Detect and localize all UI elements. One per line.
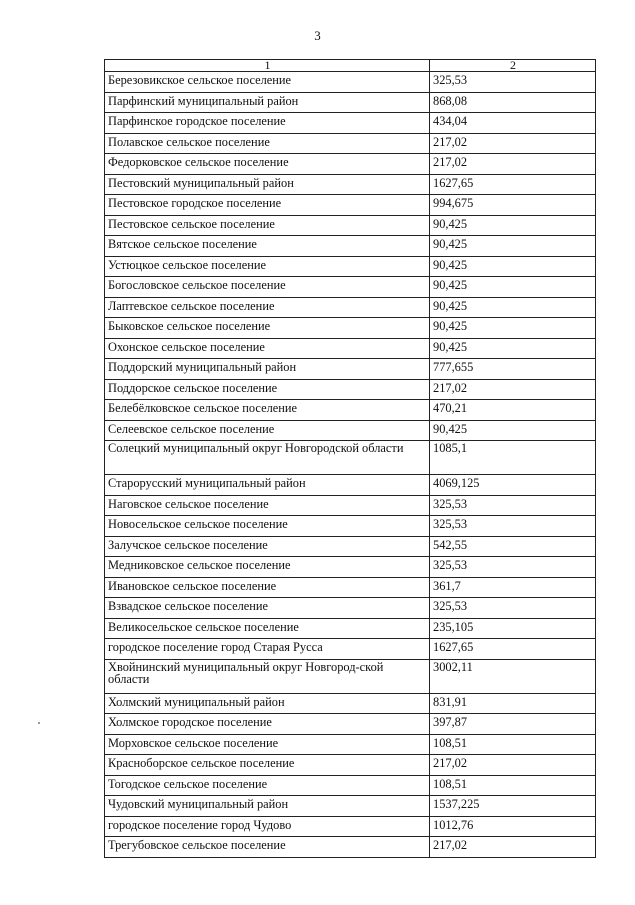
value-cell: 777,655 [430, 359, 596, 380]
table-row [105, 400, 596, 421]
table-row [105, 318, 596, 339]
value-cell: 1085,1 [430, 441, 596, 475]
value-cell: 217,02 [430, 133, 596, 154]
table-row [105, 379, 596, 400]
municipality-name-cell: Тогодское сельское поселение [105, 775, 430, 796]
municipality-name-cell: Трегубовское сельское поселение [105, 837, 430, 858]
value-cell: 361,7 [430, 577, 596, 598]
table-row [105, 195, 596, 216]
table-row [105, 618, 596, 639]
value-cell: 217,02 [430, 379, 596, 400]
page-number: 3 [314, 28, 321, 43]
municipality-name-cell: Великосельское сельское поселение [105, 618, 430, 639]
value-cell: 235,105 [430, 618, 596, 639]
municipality-name-cell: Охонское сельское поселение [105, 338, 430, 359]
value-cell: 90,425 [430, 277, 596, 298]
municipality-name-cell: Новосельское сельское поселение [105, 516, 430, 537]
municipality-name-cell: Устюцкое сельское поселение [105, 256, 430, 277]
municipality-name-cell: Лаптевское сельское поселение [105, 297, 430, 318]
value-cell: 434,04 [430, 113, 596, 134]
table-row [105, 639, 596, 660]
municipality-name-cell: Морховское сельское поселение [105, 734, 430, 755]
municipality-name-cell: городское поселение город Старая Русса [105, 639, 430, 660]
value-cell: 325,53 [430, 557, 596, 578]
table-row [105, 659, 596, 693]
municipality-name-cell: Залучское сельское поселение [105, 536, 430, 557]
value-cell: 90,425 [430, 256, 596, 277]
table-row [105, 775, 596, 796]
table-body [105, 72, 596, 858]
table-row [105, 714, 596, 735]
value-cell: 3002,11 [430, 659, 596, 693]
table-row [105, 557, 596, 578]
value-cell: 90,425 [430, 297, 596, 318]
table-row [105, 734, 596, 755]
municipality-name-cell: Чудовский муниципальный район [105, 796, 430, 817]
municipality-name-cell: Вятское сельское поселение [105, 236, 430, 257]
value-cell: 831,91 [430, 693, 596, 714]
municipality-name-cell: Пестовское сельское поселение [105, 215, 430, 236]
municipality-name-cell: Красноборское сельское поселение [105, 755, 430, 776]
table-row [105, 359, 596, 380]
municipality-name-cell: Березовикское сельское поселение [105, 72, 430, 93]
value-cell: 90,425 [430, 215, 596, 236]
value-cell: 397,87 [430, 714, 596, 735]
value-cell: 90,425 [430, 420, 596, 441]
table-row [105, 837, 596, 858]
table-row [105, 72, 596, 93]
value-cell: 325,53 [430, 495, 596, 516]
municipality-name-cell: Холмское городское поселение [105, 714, 430, 735]
table-row [105, 133, 596, 154]
column-header-1: 1 [105, 60, 430, 72]
table-row [105, 256, 596, 277]
data-table [104, 59, 596, 858]
municipality-name-cell: Парфинский муниципальный район [105, 92, 430, 113]
value-cell: 108,51 [430, 734, 596, 755]
value-cell: 90,425 [430, 318, 596, 339]
table-row [105, 796, 596, 817]
municipality-name-cell: Пестовский муниципальный район [105, 174, 430, 195]
table-row [105, 475, 596, 496]
municipality-name-cell: Взвадское сельское поселение [105, 598, 430, 619]
value-cell: 868,08 [430, 92, 596, 113]
municipality-name-cell: Ивановское сельское поселение [105, 577, 430, 598]
municipality-name-cell: Федорковское сельское поселение [105, 154, 430, 175]
value-cell: 994,675 [430, 195, 596, 216]
value-cell: 217,02 [430, 154, 596, 175]
table-row [105, 215, 596, 236]
municipality-name-cell: Пестовское городское поселение [105, 195, 430, 216]
municipality-name-cell: Богословское сельское поселение [105, 277, 430, 298]
scan-artifact [38, 722, 40, 724]
table-row [105, 297, 596, 318]
municipality-name-cell: Поддорский муниципальный район [105, 359, 430, 380]
value-cell: 217,02 [430, 755, 596, 776]
municipality-name-cell: Хвойнинский муниципальный округ Новгород-ской области [105, 659, 430, 693]
municipality-name-cell: Быковское сельское поселение [105, 318, 430, 339]
value-cell: 1627,65 [430, 639, 596, 660]
table-row [105, 536, 596, 557]
table-row [105, 420, 596, 441]
municipality-name-cell: Белебёлковское сельское поселение [105, 400, 430, 421]
value-cell: 108,51 [430, 775, 596, 796]
table-header-row [105, 60, 596, 72]
table-row [105, 598, 596, 619]
table-row [105, 92, 596, 113]
column-header-2: 2 [430, 60, 596, 72]
value-cell: 325,53 [430, 598, 596, 619]
municipality-name-cell: городское поселение город Чудово [105, 816, 430, 837]
table-row [105, 693, 596, 714]
table-row [105, 755, 596, 776]
table-row [105, 113, 596, 134]
municipality-name-cell: Холмский муниципальный район [105, 693, 430, 714]
municipality-name-cell: Наговское сельское поселение [105, 495, 430, 516]
value-cell: 470,21 [430, 400, 596, 421]
table-row [105, 236, 596, 257]
table-row [105, 338, 596, 359]
municipality-name-cell: Селеевское сельское поселение [105, 420, 430, 441]
table-row [105, 174, 596, 195]
value-cell: 1537,225 [430, 796, 596, 817]
value-cell: 1012,76 [430, 816, 596, 837]
table-row [105, 277, 596, 298]
municipality-name-cell: Солецкий муниципальный округ Новгородской области [105, 441, 430, 475]
value-cell: 90,425 [430, 338, 596, 359]
value-cell: 90,425 [430, 236, 596, 257]
municipality-name-cell: Медниковское сельское поселение [105, 557, 430, 578]
municipality-name-cell: Старорусский муниципальный район [105, 475, 430, 496]
value-cell: 1627,65 [430, 174, 596, 195]
municipality-name-cell: Полавское сельское поселение [105, 133, 430, 154]
value-cell: 217,02 [430, 837, 596, 858]
table-row [105, 154, 596, 175]
municipality-name-cell: Парфинское городское поселение [105, 113, 430, 134]
table-row [105, 816, 596, 837]
municipality-name-cell: Поддорское сельское поселение [105, 379, 430, 400]
value-cell: 4069,125 [430, 475, 596, 496]
value-cell: 325,53 [430, 516, 596, 537]
table-row [105, 495, 596, 516]
value-cell: 325,53 [430, 72, 596, 93]
table-row [105, 577, 596, 598]
value-cell: 542,55 [430, 536, 596, 557]
table-row [105, 441, 596, 475]
table-row [105, 516, 596, 537]
